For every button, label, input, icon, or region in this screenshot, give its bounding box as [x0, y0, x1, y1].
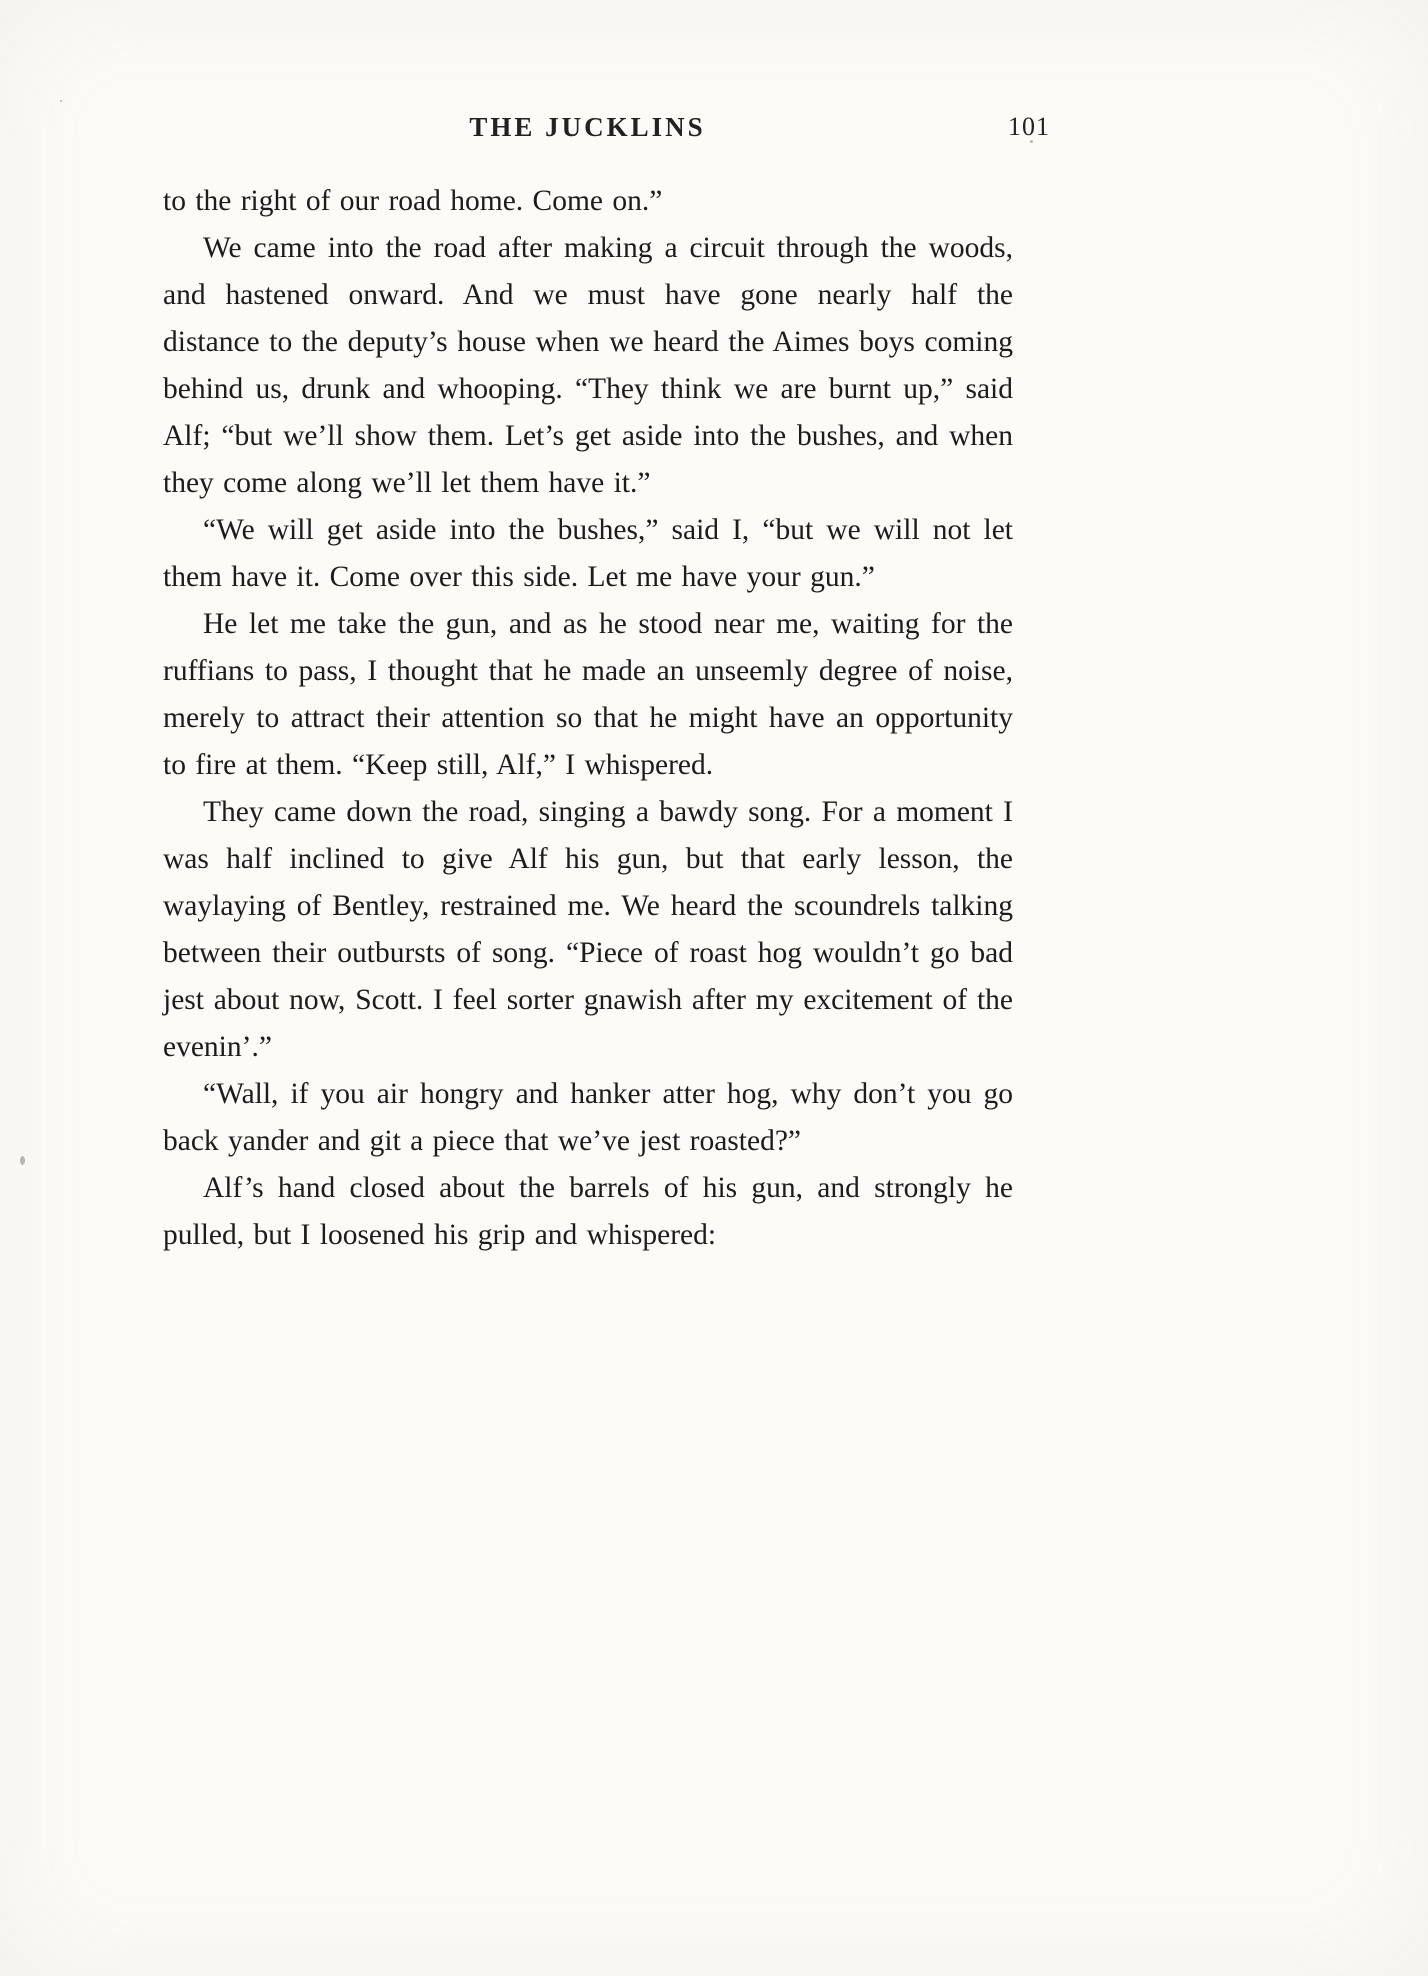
paragraph: “Wall, if you air hongry and hanker atter hog, why don’t you go back yander and git a piece that we’ve jest roasted?”: [163, 1078, 1013, 1157]
paragraph: They came down the road, singing a bawdy song. For a moment I was half inclined to give Alf his gun, but that early lesson, the waylaying of Bentley, restrained me. We heard the scoundrels talking between their outbursts of song. “Piece of roast hog wouldn’t go bad jest about now, Scott. I feel sorter gnawish after my excitement of the evenin’.”: [163, 796, 1013, 1063]
page-header: [165, 112, 1050, 152]
page-number: 101: [1008, 112, 1050, 141]
paragraph-continuation: to the right of our road home. Come on.”: [163, 185, 663, 217]
paragraph: “We will get aside into the bushes,” said I, “but we will not let them have it. Come over this side. Let me have your gun.”: [163, 514, 1013, 593]
scan-speck: [1030, 140, 1033, 143]
paragraph: He let me take the gun, and as he stood near me, waiting for the ruffians to pass, I thought that he made an unseemly degree of noise, merely to attract their attention so that he might have an opportunity to fire at them. “Keep still, Alf,” I whispered.: [163, 608, 1013, 781]
running-title: THE JUCKLINS: [469, 112, 706, 142]
scan-speck: [20, 1156, 25, 1165]
page-body: [163, 178, 1013, 1259]
scan-speck: [60, 100, 62, 102]
paragraph: We came into the road after making a circuit through the woods, and hastened onward. And we must have gone nearly half the distance to the deputy’s house when we heard the Aimes boys coming behind us, drunk and whooping. “They think we are burnt up,” said Alf; “but we’ll show them. Let’s get aside into the bushes, and when they come along we’ll let them have it.”: [163, 232, 1013, 499]
paragraph: Alf’s hand closed about the barrels of his gun, and strongly he pulled, but I loosened his grip and whispered:: [163, 1172, 1013, 1251]
